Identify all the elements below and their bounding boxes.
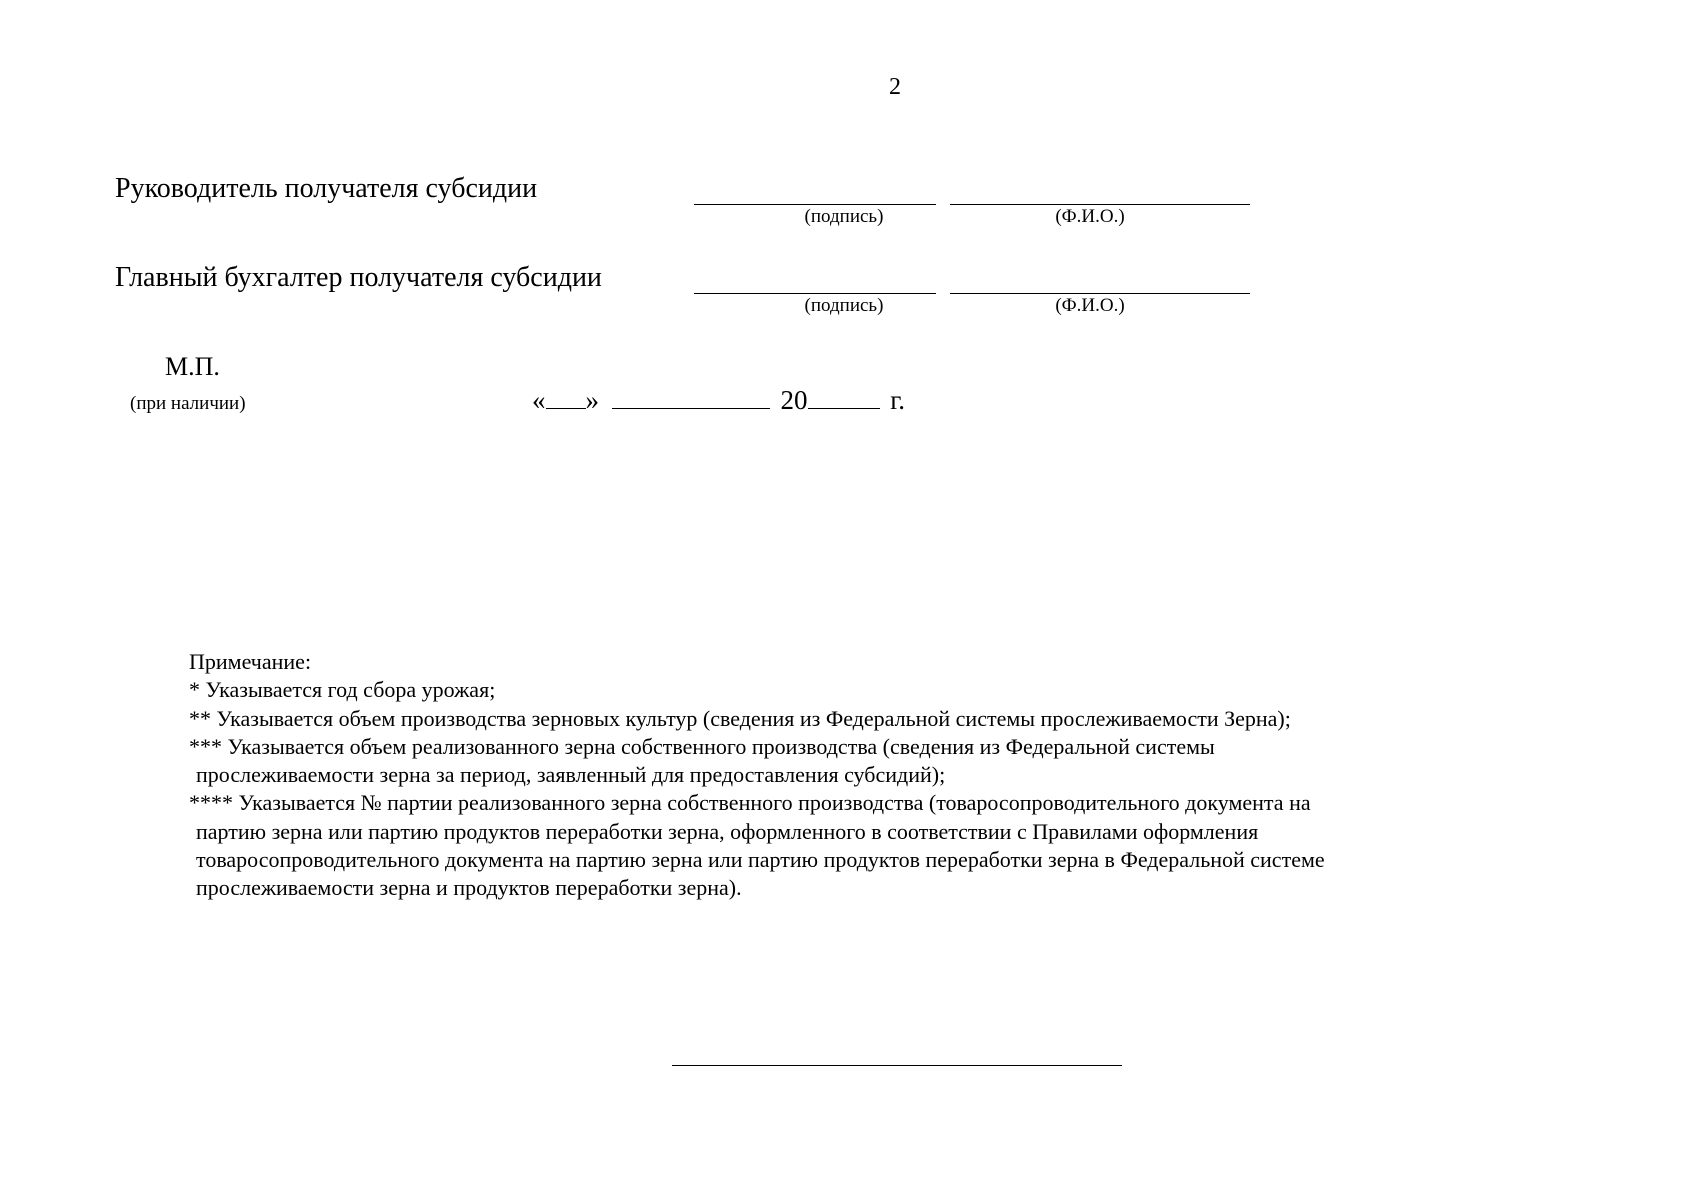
accountant-signature-label: Главный бухгалтер получателя субсидии [115, 262, 602, 293]
stamp-note: (при наличии) [130, 393, 246, 414]
month-blank[interactable] [612, 386, 770, 409]
accountant-name-line[interactable] [950, 293, 1250, 294]
accountant-name-caption: (Ф.И.О.) [1055, 295, 1125, 316]
footer-separator-line [672, 1065, 1122, 1066]
accountant-signature-line[interactable] [694, 293, 936, 294]
day-blank[interactable] [546, 386, 586, 409]
date-open-quote: « [532, 385, 546, 415]
note-item-4-cont-2: товаросопроводительного документа на партию зерна или партию продуктов переработки зерна в Федеральной системе [196, 847, 1325, 873]
note-item-3: *** Указывается объем реализованного зерна собственного производства (сведения из Федеральной системы [189, 733, 1215, 759]
head-signature-label: Руководитель получателя субсидии [115, 173, 538, 204]
head-name-caption: (Ф.И.О.) [1055, 206, 1125, 227]
head-signature-caption: (подпись) [804, 206, 884, 227]
note-item-1: * Указывается год сбора урожая; [189, 677, 496, 703]
head-signature-line[interactable] [694, 204, 936, 205]
note-item-3-cont: прослеживаемости зерна за период, заявленный для предоставления субсидий); [196, 762, 946, 788]
stamp-label: М.П. [165, 352, 220, 381]
year-suffix: г. [890, 385, 906, 415]
year-prefix: 20 [780, 385, 808, 415]
note-item-2: ** Указывается объем производства зерновых культур (сведения из Федеральной системы прослеживаемости Зерна); [189, 705, 1291, 731]
note-item-4-cont-1: партию зерна или партию продуктов переработки зерна, оформленного в соответствии с Правилами оформления [196, 818, 1259, 844]
accountant-signature-caption: (подпись) [804, 295, 884, 316]
date-close-quote: » [585, 385, 599, 415]
note-item-4-cont-3: прослеживаемости зерна и продуктов переработки зерна). [196, 875, 742, 901]
page-number: 2 [889, 74, 901, 100]
notes-heading: Примечание: [189, 649, 312, 674]
note-item-4: **** Указывается № партии реализованного зерна собственного производства (товаросопроводительного документа на [189, 790, 1311, 816]
notes-section [189, 648, 1489, 903]
head-name-line[interactable] [950, 204, 1250, 205]
date-line [532, 385, 905, 416]
year-blank[interactable] [808, 386, 880, 409]
